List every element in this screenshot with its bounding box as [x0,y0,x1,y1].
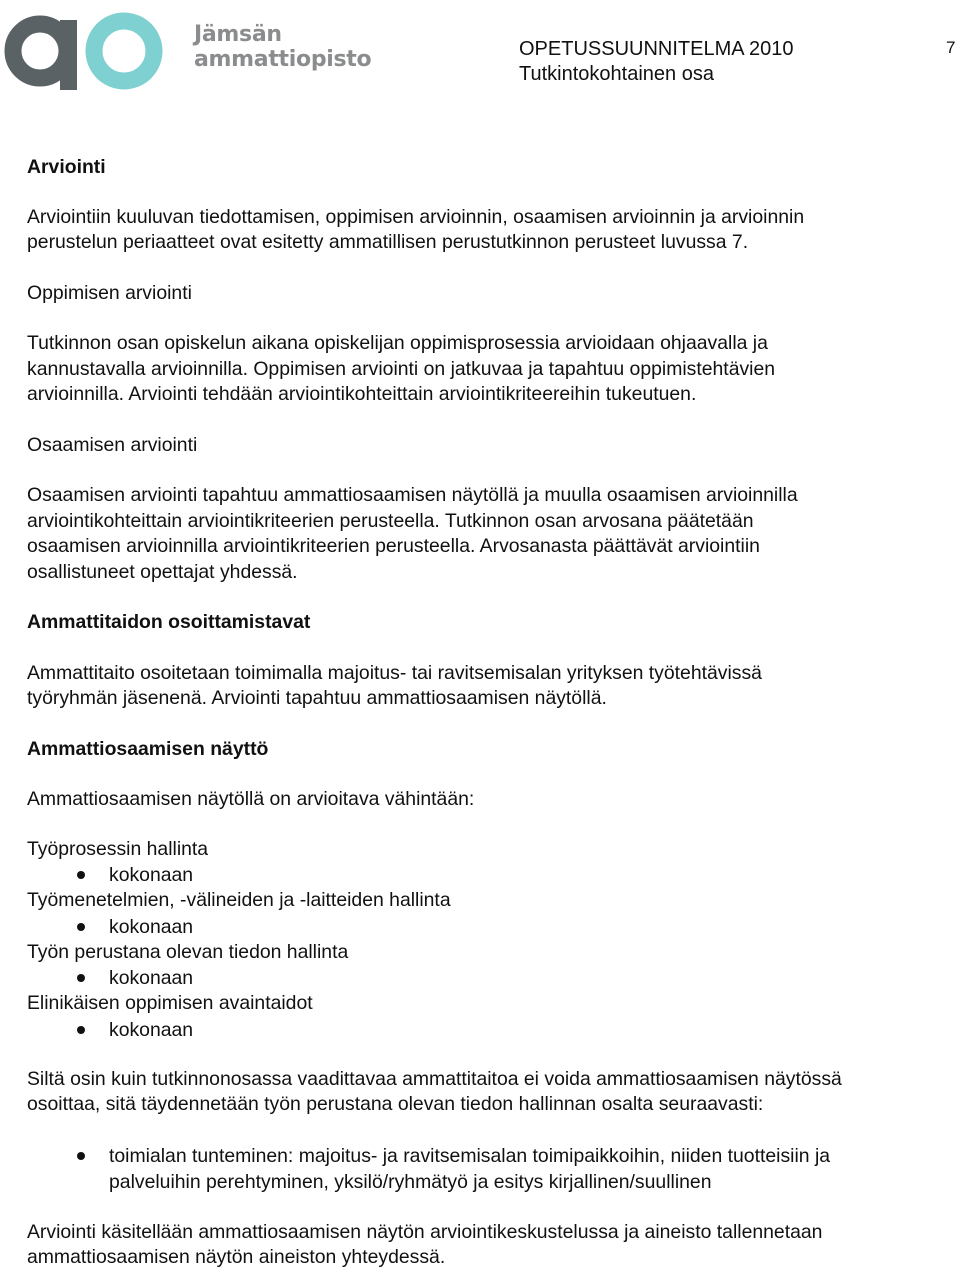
document-header [519,37,794,87]
paragraph-line: kannustavalla arvioinnilla. Oppimisen arviointi on jatkuvaa ja tapahtuu oppimistehtävien [27,357,776,380]
criteria-title: Elinikäisen oppimisen avaintaidot [27,992,313,1014]
criteria-title: Työmenetelmien, -välineiden ja -laitteiden hallinta [27,889,451,911]
bullet-icon [77,1026,85,1034]
paragraph-line: osallistuneet opettajat yhdessä. [27,560,298,583]
subheading-osaamisen-arviointi: Osaamisen arviointi [27,433,198,456]
list-item [27,1017,947,1043]
paragraph-line: ammattiosaamisen näytön aineiston yhteydessä. [27,1246,446,1268]
bullet-icon [77,871,85,879]
paragraph-line: Siltä osin kuin tutkinnonosassa vaadittavaa ammattitaitoa ei voida ammattiosaamisen näytössä [27,1067,842,1090]
document-body [27,155,947,1271]
list-item [27,1143,947,1195]
subheading-oppimisen-arviointi: Oppimisen arviointi [27,281,192,304]
paragraph-line: Arviointi käsitellään ammattiosaamisen näytön arviointikeskustelussa ja aineisto tallennetaan [27,1220,823,1243]
criteria-level: kokonaan [109,915,194,938]
page-number: 7 [946,38,956,57]
school-name [194,22,371,72]
document-title: OPETUSSUUNNITELMA 2010 [519,38,794,60]
paragraph-line: Arviointiin kuuluvan tiedottamisen, oppimisen arvioinnin, osaamisen arvioinnin ja arvioinnin [27,205,805,228]
paragraph-line: Ammattitaito osoitetaan toimimalla majoitus- tai ravitsemisalan yrityksen työtehtävissä [27,661,762,684]
criteria-title: Työprosessin hallinta [27,837,209,860]
list-item [27,914,947,940]
section-heading-naytto: Ammattiosaamisen näyttö [27,737,269,760]
school-name-line2: ammattiopisto [194,47,372,72]
list-item [27,965,947,991]
paragraph-line: Ammattiosaamisen näytöllä on arvioitava vähintään: [27,788,475,810]
bullet-icon [77,923,85,931]
paragraph-line: osoittaa, sitä täydennetään työn perustana olevan tiedon hallinnan osalta seuraavasti: [27,1093,764,1115]
section-heading-arviointi: Arviointi [27,156,106,178]
bullet-icon [77,1152,85,1160]
paragraph-line: Osaamisen arviointi tapahtuu ammattiosaamisen näytöllä ja muulla osaamisen arvioinnilla [27,484,798,506]
paragraph-line: perustelun periaatteet ovat esitetty ammatillisen perustutkinnon perusteet luvussa 7. [27,231,749,253]
paragraph-line: työryhmän jäsenenä. Arviointi tapahtuu ammattiosaamisen näytöllä. [27,687,607,709]
criteria-title: Työn perustana olevan tiedon hallinta [27,940,349,963]
paragraph-line: osaamisen arvioinnilla arviointikriteerien perusteella. Arvosanasta päättävät arviointiin [27,535,760,557]
naytto-criteria-list [27,837,947,1043]
paragraph-line: arvioinnilla. Arviointi tehdään arviointikohteittain arviointikriteereihin tukeutuen. [27,383,697,405]
school-name-line1: Jämsän [194,22,282,47]
ao-logo-mark [2,0,192,100]
supplement-bullet-line1: toimialan tunteminen: majoitus- ja ravitsemisalan toimipaikkoihin, niiden tuotteisiin ja [109,1144,831,1167]
bullet-icon [77,974,85,982]
criteria-level: kokonaan [109,1018,194,1041]
document-subtitle: Tutkintokohtainen osa [519,63,714,85]
list-item [27,862,947,888]
criteria-level: kokonaan [109,864,194,886]
paragraph-line: arviointikohteittain arviointikriteerien perusteella. Tutkinnon osan arvosana päätetään [27,509,754,532]
paragraph-line: Tutkinnon osan opiskelun aikana opiskelijan oppimisprosessia arvioidaan ohjaavalla ja [27,332,768,354]
criteria-level: kokonaan [109,967,194,989]
supplement-bullet-line2: palveluihin perehtyminen, yksilö/ryhmätyö ja esitys kirjallinen/suullinen [109,1170,712,1193]
section-heading-osoittamistavat: Ammattitaidon osoittamistavat [27,611,311,633]
